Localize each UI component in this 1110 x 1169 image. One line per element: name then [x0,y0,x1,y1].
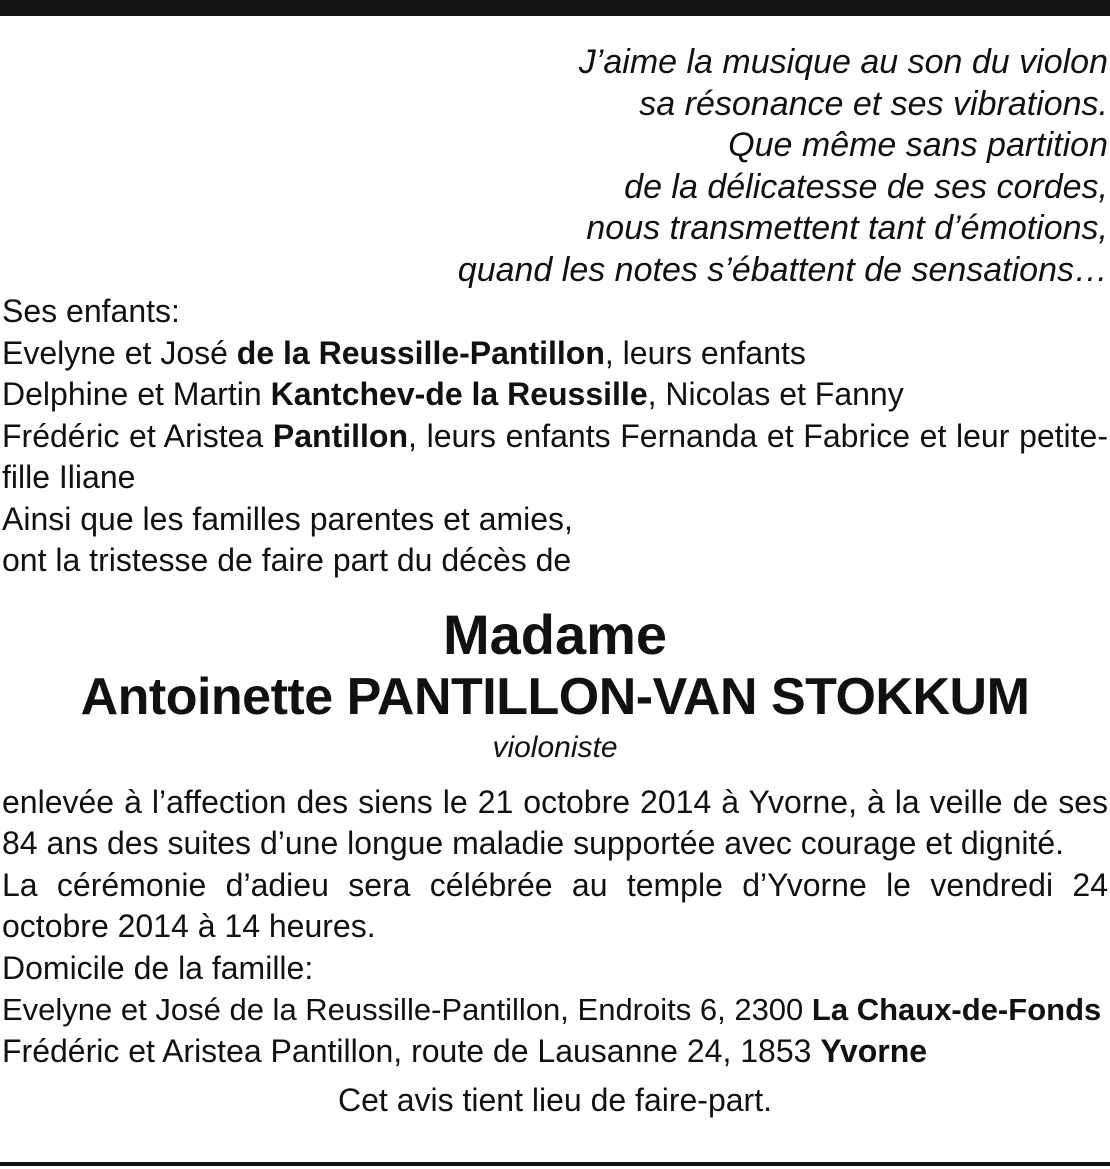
obituary-notice [2,42,1108,1122]
family-list [2,291,1108,582]
family-surname: Pantillon [272,417,409,454]
poem-line: nous transmettent tant d’émotions, [586,209,1108,247]
family-member-extra: , leurs enfants Fernanda et Fabrice et leur petite-fille Iliane [2,417,1109,495]
address-city: Yvorne [820,1032,928,1069]
address-line [2,1031,1108,1073]
deceased-name: Antoinette PANTILLON-VAN STOKKUM [80,667,1030,726]
deceased-title: Madame [442,602,668,666]
family-surname: de la Reussille-Pantillon [236,334,605,371]
family-member-extra: , Nicolas et Fanny [647,376,904,412]
family-member-names: Frédéric et Aristea [2,417,273,454]
domicile-label: Domicile de la famille: [2,949,314,986]
family-line [2,333,1108,375]
notice-note: Cet avis tient lieu de faire-part. [338,1082,772,1118]
poem-line: J’aime la musique au son du violon [578,43,1108,81]
family-line [2,374,1108,416]
obituary-details [2,782,1108,1073]
poem [2,42,1108,291]
family-member-extra: , leurs enfants [604,334,806,371]
family-relatives: Ainsi que les familles parentes et amies, [2,500,573,537]
family-intro: Ses enfants: [2,293,180,329]
family-member-names: Evelyne et José [2,334,237,371]
address-text: Frédéric et Aristea Pantillon, route de Lausanne 24, 1853 [2,1032,821,1069]
bottom-rule [0,1162,1110,1166]
top-rule [0,0,1110,16]
announcement: ont la tristesse de faire part du décès de [2,542,572,578]
address-city: La Chaux-de-Fonds [811,992,1102,1027]
poem-line: quand les notes s’ébattent de sensations… [457,250,1108,289]
deceased-name-block [2,604,1108,728]
address-text: Evelyne et José de la Reussille-Pantillon, Endroits 6, 2300 [2,992,812,1027]
family-surname: Kantchev-de la Reussille [270,376,648,412]
family-line [2,416,1108,499]
ceremony-details: La cérémonie d’adieu sera célébrée au temple d’Yvorne le vendredi 24 octobre 2014 à 14 heures. [2,866,1108,944]
deceased-profession: violoniste [492,730,618,764]
family-member-names: Delphine et Martin [2,376,271,412]
poem-line: Que même sans partition [728,126,1108,164]
death-details: enlevée à l’affection des siens le 21 octobre 2014 à Yvorne, à la veille de ses 84 ans des suites d’une longue maladie supportée avec courage et dignité. [2,783,1108,861]
poem-line: sa résonance et ses vibrations. [639,84,1108,123]
address-line [2,989,1108,1031]
poem-line: de la délicatesse de ses cordes, [624,167,1108,206]
